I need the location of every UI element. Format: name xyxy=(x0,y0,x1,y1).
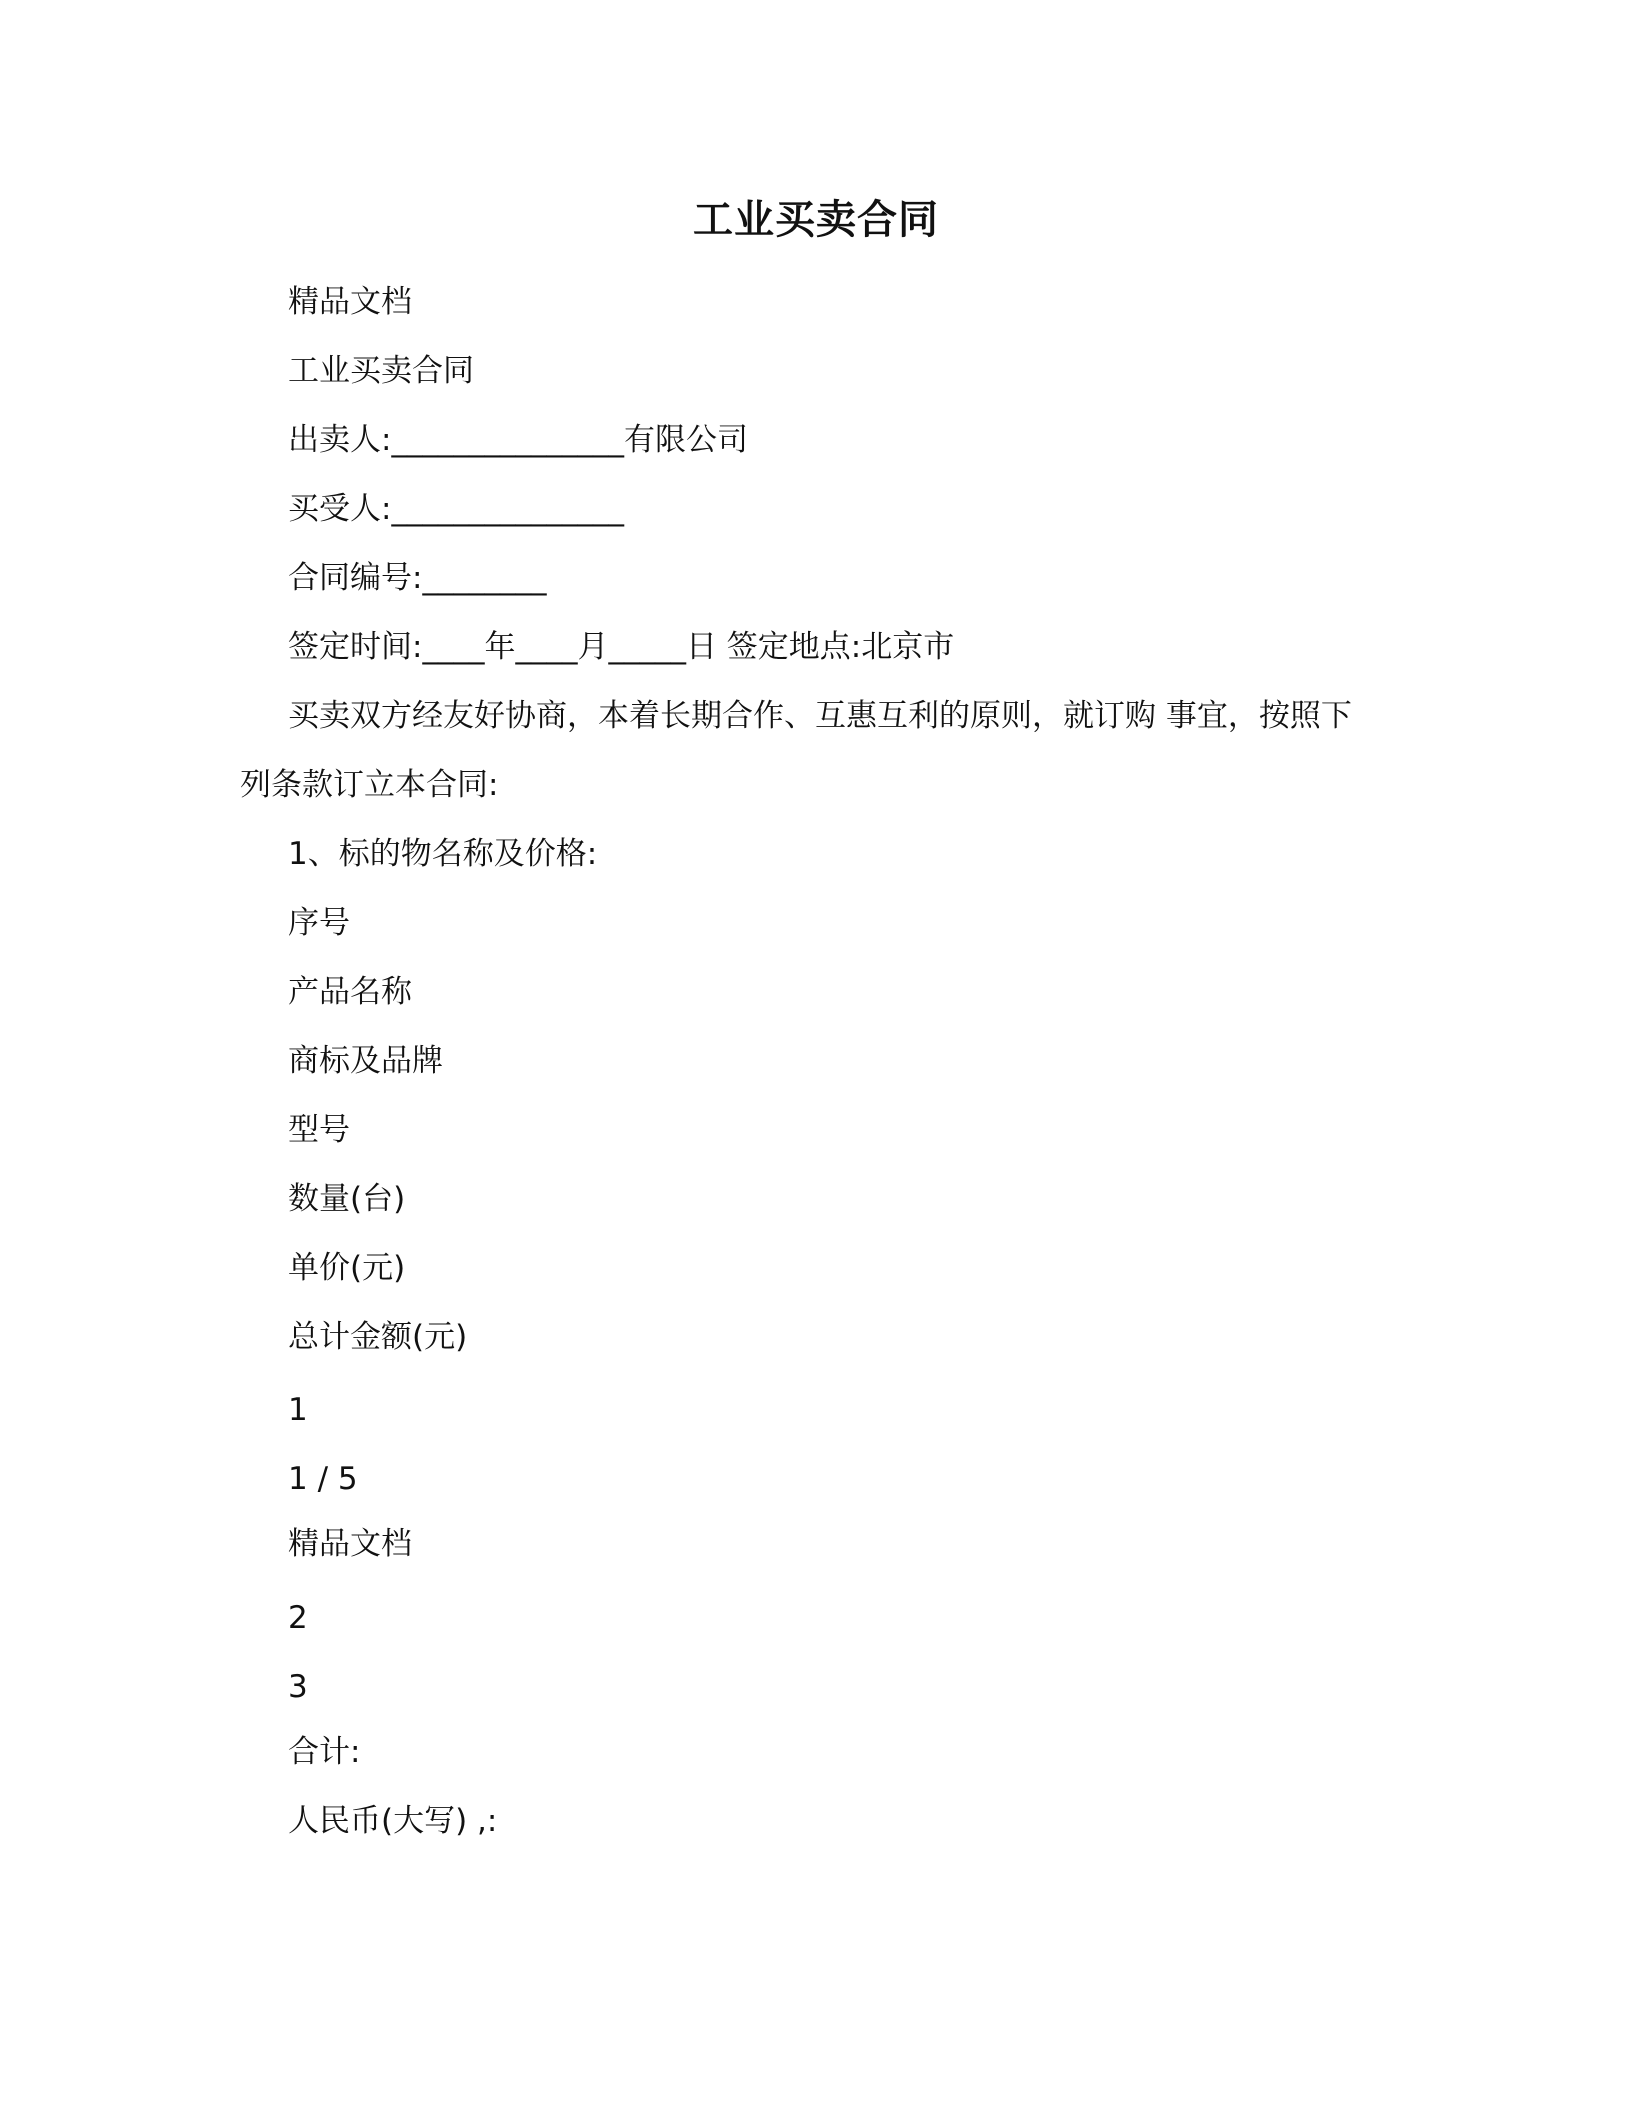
contract-subtitle: 工业买卖合同 xyxy=(288,353,474,389)
table-header-quantity: 数量(台) xyxy=(288,1181,406,1217)
page-header-label-2: 精品文档 xyxy=(288,1526,412,1562)
signing-info: 签定时间:____年____月_____日 签定地点:北京市 xyxy=(288,629,955,665)
table-row-1: 1 xyxy=(288,1392,308,1428)
page-number: 1 / 5 xyxy=(288,1461,358,1497)
seller-field: 出卖人:_______________有限公司 xyxy=(288,422,748,458)
rmb-amount-label: 人民币(大写) ,: xyxy=(288,1803,498,1839)
document-title: 工业买卖合同 xyxy=(693,197,939,243)
table-header-total-amount: 总计金额(元) xyxy=(288,1319,468,1355)
buyer-field: 买受人:_______________ xyxy=(288,491,624,527)
clause-1-heading: 1、标的物名称及价格: xyxy=(288,836,598,872)
table-header-model: 型号 xyxy=(288,1112,350,1148)
total-label: 合计: xyxy=(288,1734,361,1770)
page-header-label: 精品文档 xyxy=(288,284,412,320)
intro-paragraph-line-2: 列条款订立本合同: xyxy=(240,767,499,803)
contract-number-field: 合同编号:________ xyxy=(288,560,547,596)
table-header-brand: 商标及品牌 xyxy=(288,1043,443,1079)
intro-paragraph-line-1: 买卖双方经友好协商，本着长期合作、互惠互利的原则，就订购 事宜，按照下 xyxy=(288,698,1352,734)
table-header-product-name: 产品名称 xyxy=(288,974,412,1010)
table-row-2: 2 xyxy=(288,1600,308,1636)
table-header-unit-price: 单价(元) xyxy=(288,1250,406,1286)
table-header-index: 序号 xyxy=(288,905,350,941)
table-row-3: 3 xyxy=(288,1669,308,1705)
